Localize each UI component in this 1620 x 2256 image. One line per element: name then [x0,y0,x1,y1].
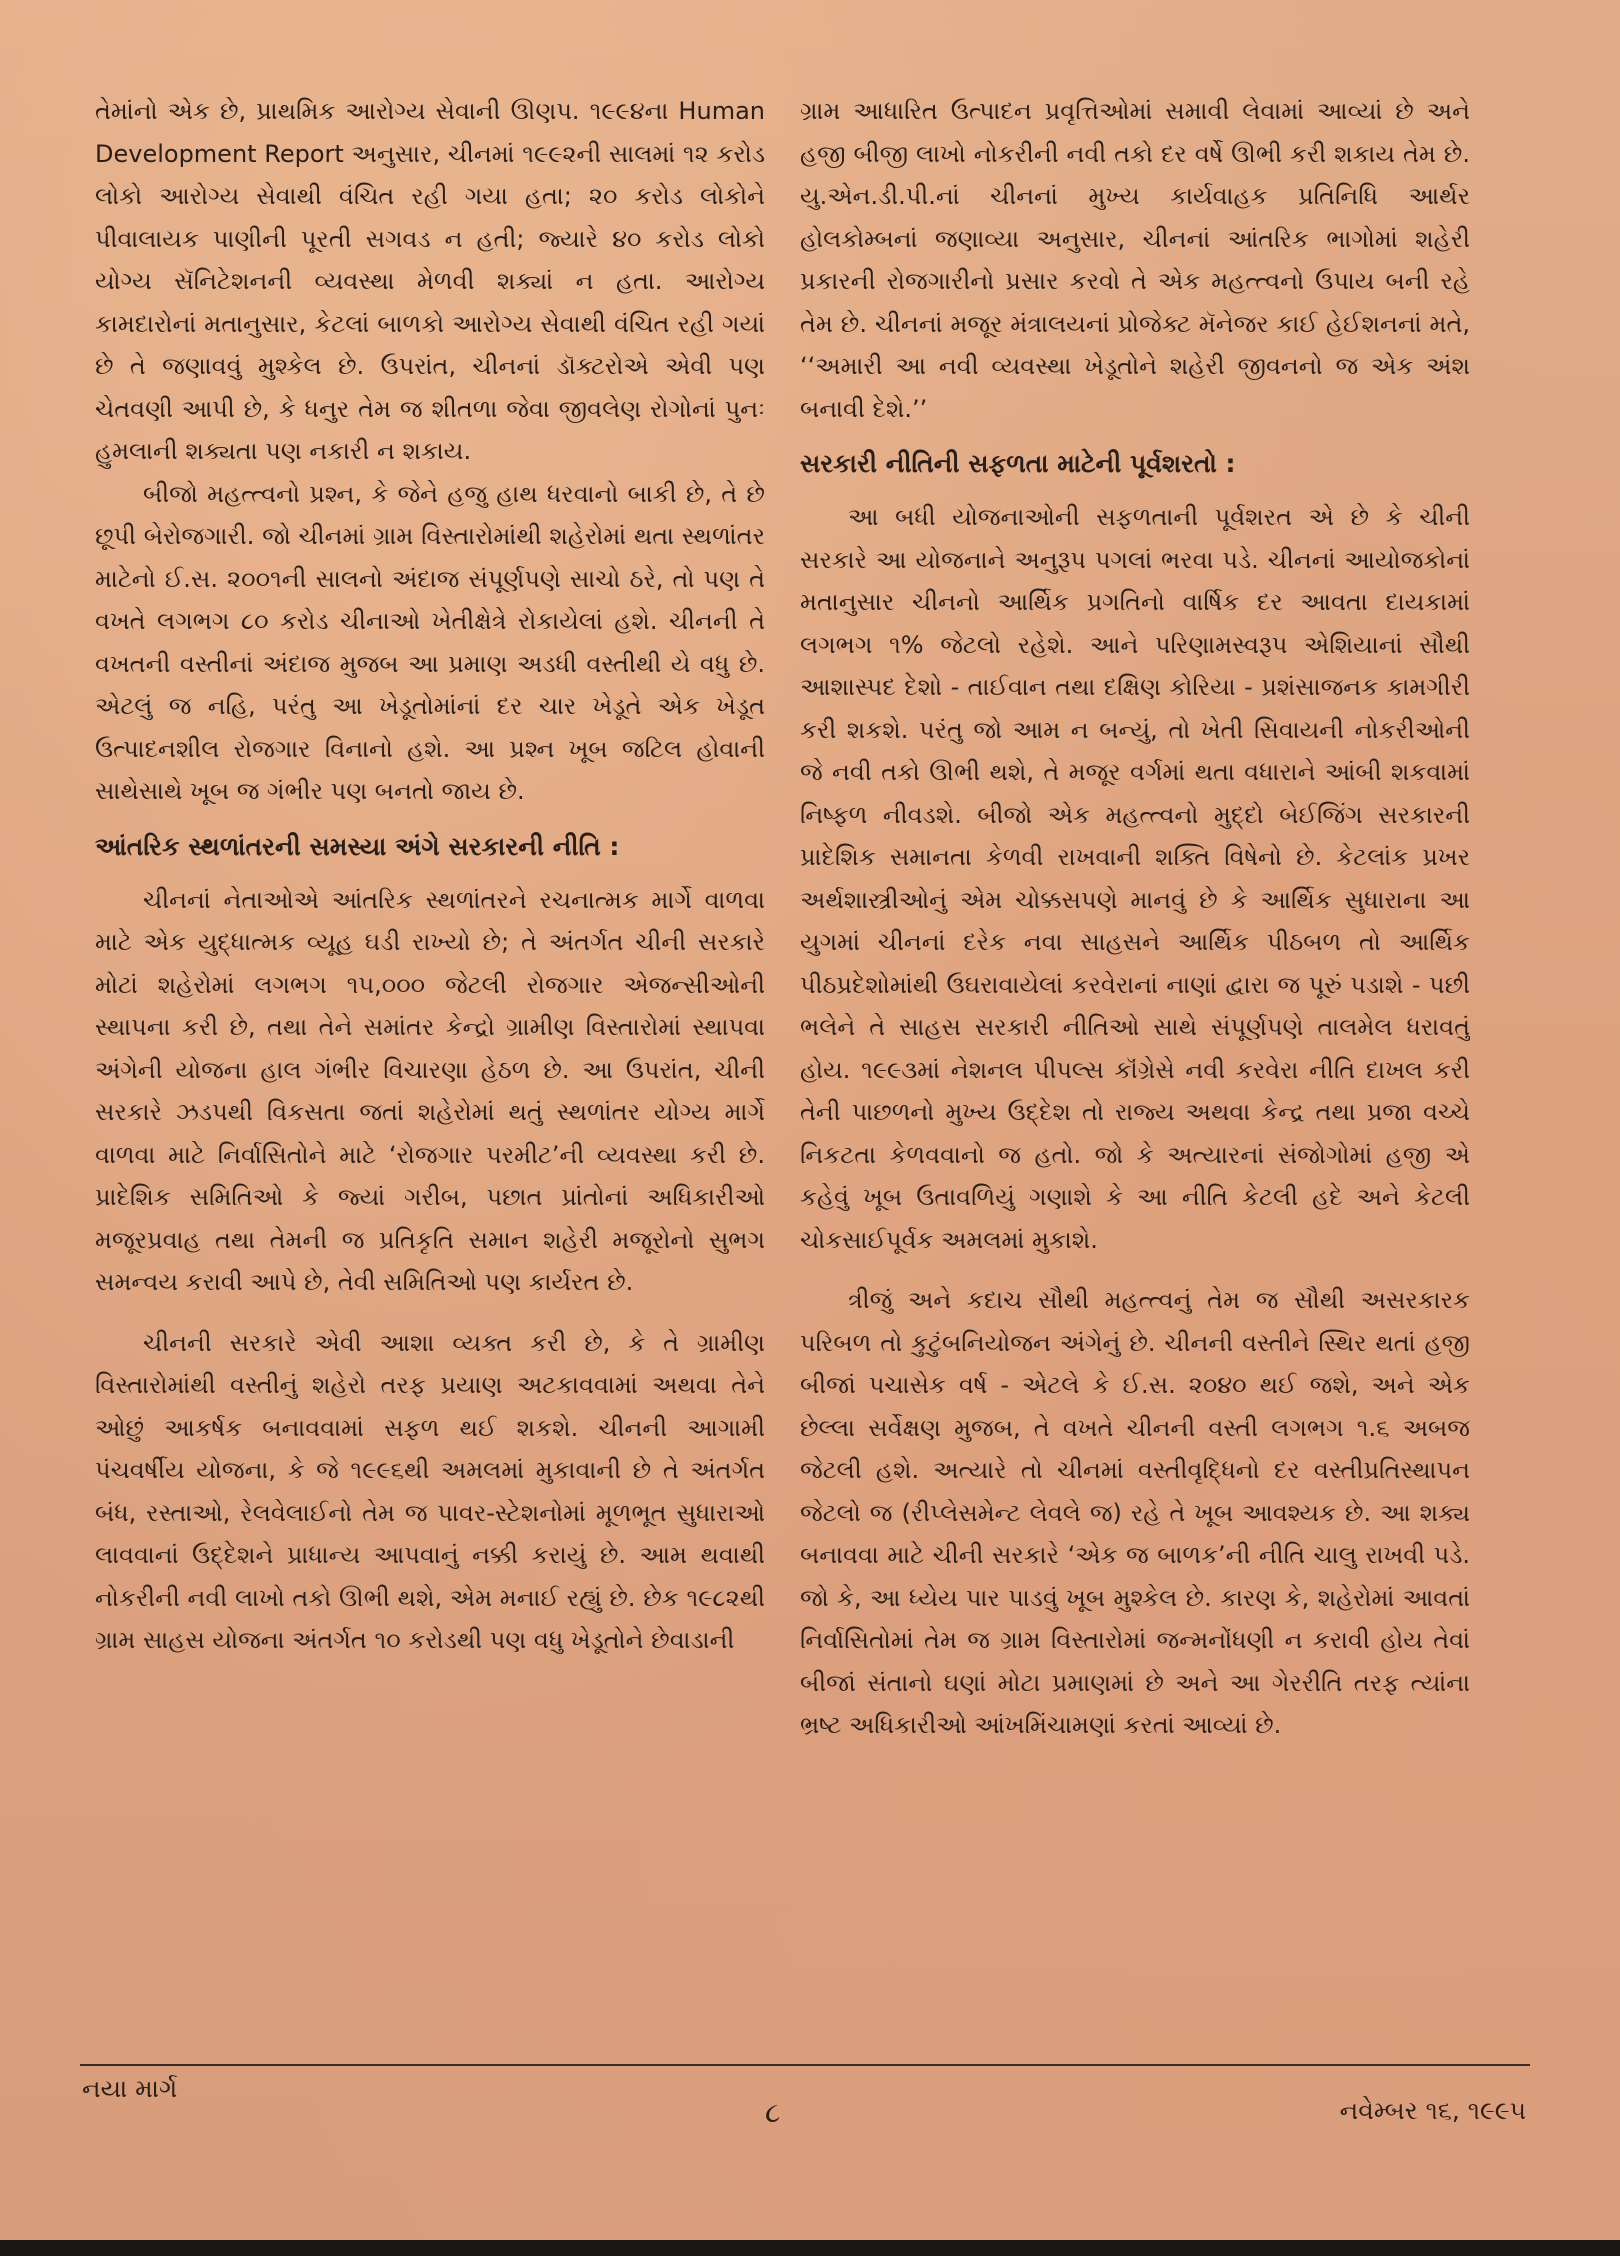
paragraph: ચીનનાં નેતાઓએ આંતરિક સ્થળાંતરને રચનાત્મક માર્ગે વાળવા માટે એક યુદ્ધાત્મક વ્યૂહ ઘડી રાખ્યો છે; તે અંતર્ગત ચીની સરકારે મોટાં શહેરોમાં લગભગ ૧૫,૦૦૦ જેટલી રોજગાર એજન્સીઓની સ્થાપના કરી છે, તથા તેને સમાંતર કેન્દ્રો ગ્રામીણ વિસ્તારોમાં સ્થાપવા અંગેની યોજના હાલ ગંભીર વિચારણા હેઠળ છે. આ ઉપરાંત, ચીની સરકારે ઝડપથી વિકસતા જતાં શહેરોમાં થતું સ્થળાંતર યોગ્ય માર્ગે વાળવા માટે નિર્વાસિતોને માટે ‘રોજગાર પરમીટ’ની વ્યવસ્થા કરી છે. પ્રાદેશિક સમિતિઓ કે જ્યાં ગરીબ, પછાત પ્રાંતોનાં અધિકારીઓ મજૂરપ્રવાહ તથા તેમની જ પ્રતિકૃતિ સમાન શહેરી મજૂરોનો સુભગ સમન્વય કરાવી આપે છે, તેવી સમિતિઓ પણ કાર્યરત છે. [95,885,765,1296]
section-heading: સરકારી નીતિની સફળતા માટેની પૂર્વશરતો : [800,449,1236,478]
page-number: ૮ [765,2096,781,2129]
footer-divider [80,2064,1530,2066]
paragraph: આ બધી યોજનાઓની સફળતાની પૂર્વશરત એ છે કે ચીની સરકારે આ યોજનાને અનુરૂપ પગલાં ભરવા પડે. ચીનનાં આયોજકોનાં મતાનુસાર ચીનનો આર્થિક પ્રગતિનો વાર્ષિક દર આવતા દાયકામાં લગભગ ૧% જેટલો રહેશે. આને પરિણામસ્વરૂપ એશિયાનાં સૌથી આશાસ્પદ દેશો - તાઈવાન તથા દક્ષિણ કોરિયા - પ્રશંસાજનક કામગીરી કરી શકશે. પરંતુ જો આમ ન બન્યું, તો ખેતી સિવાયની નોકરીઓની જે નવી તકો ઊભી થશે, તે મજૂર વર્ગમાં થતા વધારાને આંબી શકવામાં નિષ્ફળ નીવડશે. બીજો એક મહત્ત્વનો મુદ્દો બેઈજિંગ સરકારની પ્રાદેશિક સમાનતા કેળવી રાખવાની શક્તિ વિષેનો છે. કેટલાંક પ્રખર અર્થશાસ્ત્રીઓનું એમ ચોક્કસપણે માનવું છે કે આર્થિક સુધારાના આ યુગમાં ચીનનાં દરેક નવા સાહસને આર્થિક પીઠબળ તો આર્થિક પીઠપ્રદેશોમાંથી ઉઘરાવાયેલાં કરવેરાનાં નાણાં દ્વારા જ પૂરું પડાશે - પછી ભલેને તે સાહસ સરકારી નીતિઓ સાથે સંપૂર્ણપણે તાલમેલ ધરાવતું હોય. ૧૯૯૩માં નેશનલ પીપલ્સ કૉંગ્રેસે નવી કરવેરા નીતિ દાખલ કરી તેની પાછળનો મુખ્ય ઉદ્દેશ તો રાજ્ય અથવા કેન્દ્ર તથા પ્રજા વચ્ચે નિકટતા કેળવવાનો જ હતો. જો કે અત્યારનાં સંજોગોમાં હજી એ કહેવું ખૂબ ઉતાવળિયું ગણાશે કે આ નીતિ કેટલી હદે અને કેટલી ચોકસાઈપૂર્વક અમલમાં મુકાશે. [800,503,1470,1254]
section-heading: આંતરિક સ્થળાંતરની સમસ્યા અંગે સરકારની નીતિ : [95,831,620,861]
scan-edge [0,2240,1620,2256]
right-column [800,90,1470,2050]
issue-date: નવેમ્બર ૧૬, ૧૯૯૫ [1339,2096,1526,2125]
publication-name: નયા માર્ગ [82,2074,178,2103]
left-column [95,90,765,2050]
paragraph: ગ્રામ આધારિત ઉત્પાદન પ્રવૃત્તિઓમાં સમાવી લેવામાં આવ્યાં છે અને હજી બીજી લાખો નોકરીની નવી તકો દર વર્ષે ઊભી કરી શકાય તેમ છે. યુ.એન.ડી.પી.નાં ચીનનાં મુખ્ય કાર્યવાહક પ્રતિનિધિ આર્થર હોલકોમ્બનાં જણાવ્યા અનુસાર, ચીનનાં આંતરિક ભાગોમાં શહેરી પ્રકારની રોજગારીનો પ્રસાર કરવો તે એક મહત્ત્વનો ઉપાય બની રહે તેમ છે. ચીનનાં મજૂર મંત્રાલયનાં પ્રોજેક્ટ મૅનેજર કાઈ હેઈશનનાં મતે, ‘‘અમારી આ નવી વ્યવસ્થા ખેડૂતોને શહેરી જીવનનો જ એક અંશ બનાવી દેશે.’’ [800,97,1470,423]
paragraph: ચીનની સરકારે એવી આશા વ્યક્ત કરી છે, કે તે ગ્રામીણ વિસ્તારોમાંથી વસ્તીનું શહેરો તરફ પ્રયાણ અટકાવવામાં અથવા તેને ઓછું આકર્ષક બનાવવામાં સફળ થઈ શકશે. ચીનની આગામી પંચવર્ષીય યોજના, કે જે ૧૯૯૬થી અમલમાં મુકાવાની છે તે અંતર્ગત બંધ, રસ્તાઓ, રેલવેલાઈનો તેમ જ પાવર-સ્ટેશનોમાં મૂળભૂત સુધારાઓ લાવવાનાં ઉદ્દેશને પ્રાધાન્ય આપવાનું નક્કી કરાયું છે. આમ થવાથી નોકરીની નવી લાખો તકો ઊભી થશે, એમ મનાઈ રહ્યું છે. છેક ૧૯૮૨થી ગ્રામ સાહસ યોજના અંતર્ગત ૧૦ કરોડથી પણ વધુ ખેડૂતોને છેવાડાની [95,1328,765,1654]
paragraph: તેમાંનો એક છે, પ્રાથમિક આરોગ્ય સેવાની ઊણપ. ૧૯૯૪ના Human Development Report અનુસાર, ચીનમાં ૧૯૯૨ની સાલમાં ૧૨ કરોડ લોકો આરોગ્ય સેવાથી વંચિત રહી ગયા હતા; ૨૦ કરોડ લોકોને પીવાલાયક પાણીની પૂરતી સગવડ ન હતી; જ્યારે ૪૦ કરોડ લોકો યોગ્ય સૅનિટેશનની વ્યવસ્થા મેળવી શક્યાં ન હતા. આરોગ્ય કામદારોનાં મતાનુસાર, કેટલાં બાળકો આરોગ્ય સેવાથી વંચિત રહી ગયાં છે તે જણાવવું મુશ્કેલ છે. ઉપરાંત, ચીનનાં ડૉક્ટરોએ એવી પણ ચેતવણી આપી છે, કે ધનુર તેમ જ શીતળા જેવા જીવલેણ રોગોનાં પુનઃ હુમલાની શક્યતા પણ નકારી ન શકાય. [95,97,765,465]
paragraph: ત્રીજું અને કદાચ સૌથી મહત્ત્વનું તેમ જ સૌથી અસરકારક પરિબળ તો કુટુંબનિયોજન અંગેનું છે. ચીનની વસ્તીને સ્થિર થતાં હજી બીજાં પચાસેક વર્ષ - એટલે કે ઈ.સ. ૨૦૪૦ થઈ જશે, અને એક છેલ્લા સર્વેક્ષણ મુજબ, તે વખતે ચીનની વસ્તી લગભગ ૧.૬ અબજ જેટલી હશે. અત્યારે તો ચીનમાં વસ્તીવૃદ્ધિનો દર વસ્તીપ્રતિસ્થાપન જેટલો જ (રીપ્લેસમેન્ટ લેવલે જ) રહે તે ખૂબ આવશ્યક છે. આ શક્ય બનાવવા માટે ચીની સરકારે ‘એક જ બાળક’ની નીતિ ચાલુ રાખવી પડે. જો કે, આ ધ્યેય પાર પાડવું ખૂબ મુશ્કેલ છે. કારણ કે, શહેરોમાં આવતાં નિર્વાસિતોમાં તેમ જ ગ્રામ વિસ્તારોમાં જન્મનોંધણી ન કરાવી હોય તેવાં બીજાં સંતાનો ઘણાં મોટા પ્રમાણમાં છે અને આ ગેરરીતિ તરફ ત્યાંના ભ્રષ્ટ અધિકારીઓ આંખમિંચામણાં કરતાં આવ્યાં છે. [800,1286,1470,1739]
paragraph: બીજો મહત્ત્વનો પ્રશ્ન, કે જેને હજુ હાથ ધરવાનો બાકી છે, તે છે છૂપી બેરોજગારી. જો ચીનમાં ગ્રામ વિસ્તારોમાંથી શહેરોમાં થતા સ્થળાંતર માટેનો ઈ.સ. ૨૦૦૧ની સાલનો અંદાજ સંપૂર્ણપણે સાચો ઠરે, તો પણ તે વખતે લગભગ ૮૦ કરોડ ચીનાઓ ખેતીક્ષેત્રે રોકાયેલાં હશે. ચીનની તે વખતની વસ્તીનાં અંદાજ મુજબ આ પ્રમાણ અડધી વસ્તીથી યે વધુ છે. એટલું જ નહિ, પરંતુ આ ખેડૂતોમાંનાં દર ચાર ખેડૂતે એક ખેડૂત ઉત્પાદનશીલ રોજગાર વિનાનો હશે. આ પ્રશ્ન ખૂબ જટિલ હોવાની સાથેસાથે ખૂબ જ ગંભીર પણ બનતો જાય છે. [95,479,765,805]
